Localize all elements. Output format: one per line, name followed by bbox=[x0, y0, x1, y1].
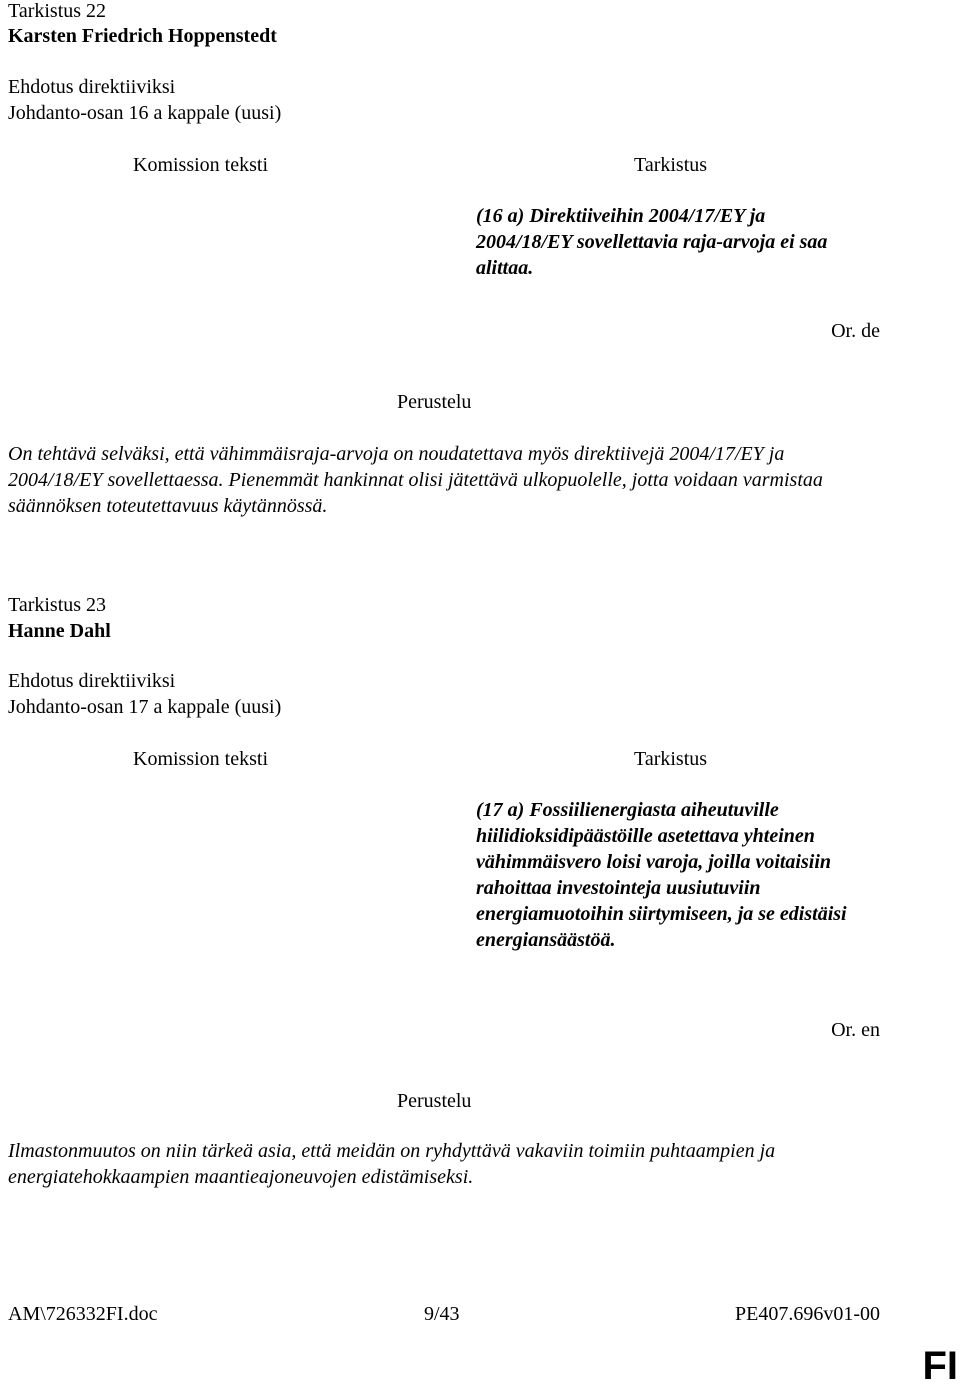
proposal-type: Ehdotus direktiiviksi bbox=[8, 670, 176, 692]
justification-title: Perustelu bbox=[397, 391, 472, 413]
amendment-author: Karsten Friedrich Hoppenstedt bbox=[8, 25, 277, 47]
column-header-commission: Komission teksti bbox=[133, 748, 269, 770]
justification-text: Ilmastonmuutos on niin tärkeä asia, että meidän on ryhdyttävä vakaviin toimiin puhtaampien ja energiatehokkaampien maantieajoneuvojen edistämiseksi. bbox=[8, 1140, 776, 1188]
amendment-text: (16 a) Direktiiveihin 2004/17/EY ja 2004/18/EY sovellettavia raja-arvoja ei saa alittaa. bbox=[476, 205, 828, 279]
original-language: Or. en bbox=[831, 1019, 880, 1041]
amendment-number: Tarkistus 22 bbox=[8, 0, 107, 22]
footer-page-number: 9/43 bbox=[424, 1303, 460, 1325]
amendment-text: (17 a) Fossiilienergiasta aiheutuville hiilidioksidipäästöille asetettava yhteinen vähimmäisvero loisi varoja, joilla voitaisiin rahoittaa investointeja uusiutuviin energiamuotoihin siirtymiseen, ja se edistäisi energiansäästöä. bbox=[476, 799, 847, 951]
justification-title: Perustelu bbox=[397, 1090, 472, 1112]
column-header-commission: Komission teksti bbox=[133, 154, 269, 176]
original-language: Or. de bbox=[831, 320, 880, 342]
amendment-author: Hanne Dahl bbox=[8, 620, 111, 642]
column-header-amendment: Tarkistus bbox=[634, 748, 708, 770]
column-header-amendment: Tarkistus bbox=[634, 154, 708, 176]
footer-pe-reference: PE407.696v01-00 bbox=[735, 1303, 880, 1325]
justification-text: On tehtävä selväksi, että vähimmäisraja-arvoja on noudatettava myös direktiivejä 2004/17/EY ja 2004/18/EY sovellettaessa. Pienemmät hankinnat olisi jätettävä ulkopuolelle, jotta voidaan varmistaa säännöksen toteutettavuus käytännössä. bbox=[8, 443, 823, 517]
amendment-location: Johdanto-osan 17 a kappale (uusi) bbox=[8, 696, 282, 718]
proposal-type: Ehdotus direktiiviksi bbox=[8, 76, 176, 98]
amendment-number: Tarkistus 23 bbox=[8, 594, 107, 616]
language-badge: FI bbox=[922, 1344, 958, 1388]
footer-document-reference: AM\726332FI.doc bbox=[8, 1303, 158, 1325]
amendment-location: Johdanto-osan 16 a kappale (uusi) bbox=[8, 102, 282, 124]
